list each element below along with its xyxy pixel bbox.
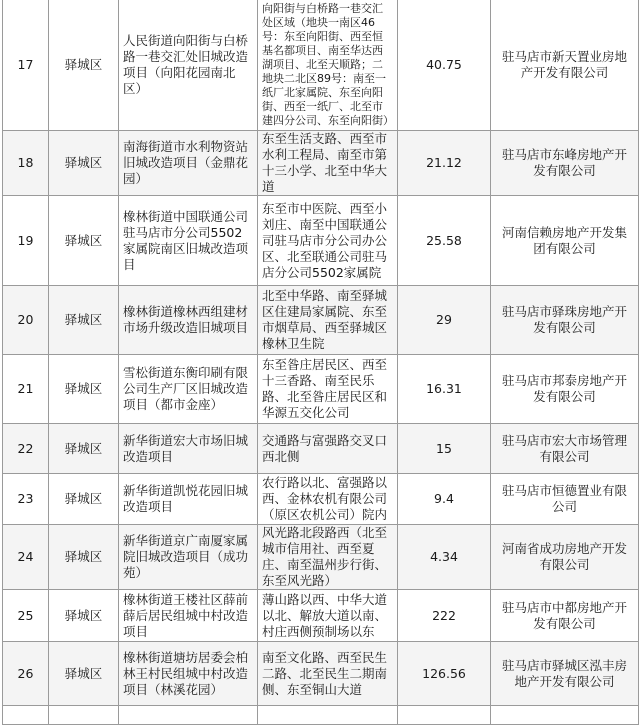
table-row [3, 642, 639, 706]
project-amount: 4.34 [398, 525, 491, 590]
empty-cell [491, 706, 639, 725]
project-amount: 9.4 [398, 474, 491, 525]
developer: 驻马店市恒德置业有限公司 [491, 474, 639, 525]
project-amount: 222 [398, 590, 491, 642]
developer: 驻马店市新天置业房地产开发有限公司 [491, 0, 639, 131]
table-row [3, 0, 639, 131]
row-number: 22 [3, 424, 49, 474]
project-name: 新华街道京广南厦家属院旧城改造项目（成功苑） [119, 525, 258, 590]
project-scope: 东至昝庄居民区、西至十三香路、南至民乐路、北至昝庄居民区和华源五交化公司 [258, 355, 398, 424]
table-row [3, 590, 639, 642]
project-scope: 农行路以北、富强路以西、金林农机有限公司（原区农机公司）院内 [258, 474, 398, 525]
project-amount: 21.12 [398, 131, 491, 196]
table-row [3, 196, 639, 286]
district: 驿城区 [49, 196, 119, 286]
project-name: 橡林街道塘坊居委会柏林王村民组城中村改造项目（林溪花园） [119, 642, 258, 706]
row-number: 25 [3, 590, 49, 642]
empty-cell [49, 706, 119, 725]
empty-cell [398, 706, 491, 725]
developer: 驻马店市东峰房地产开发有限公司 [491, 131, 639, 196]
project-scope: 东至生活支路、西至市水利工程局、南至市第十三小学、北至中华大道 [258, 131, 398, 196]
table-row [3, 131, 639, 196]
row-number: 19 [3, 196, 49, 286]
project-amount: 29 [398, 286, 491, 355]
district: 驿城区 [49, 590, 119, 642]
project-name: 新华街道凯悦花园旧城改造项目 [119, 474, 258, 525]
developer: 河南信赖房地产开发集团有限公司 [491, 196, 639, 286]
project-name: 橡林街道橡林西组建材市场升级改造旧城项目 [119, 286, 258, 355]
project-amount: 15 [398, 424, 491, 474]
project-table [2, 0, 639, 725]
project-amount: 126.56 [398, 642, 491, 706]
developer: 河南省成功房地产开发有限公司 [491, 525, 639, 590]
project-scope: 薄山路以西、中华大道以北、解放大道以南、村庄西侧预制场以东 [258, 590, 398, 642]
project-amount: 25.58 [398, 196, 491, 286]
project-name: 新华街道宏大市场旧城改造项目 [119, 424, 258, 474]
project-scope: 交通路与富强路交叉口西北侧 [258, 424, 398, 474]
district: 驿城区 [49, 0, 119, 131]
row-number: 24 [3, 525, 49, 590]
project-name: 人民街道向阳街与白桥路一巷交汇处旧城改造项目（向阳花园南北区） [119, 0, 258, 131]
table-row [3, 355, 639, 424]
district: 驿城区 [49, 525, 119, 590]
developer: 驻马店市驿城区泓丰房地产开发有限公司 [491, 642, 639, 706]
empty-cell [3, 706, 49, 725]
table-row [3, 424, 639, 474]
district: 驿城区 [49, 474, 119, 525]
project-name: 橡林街道中国联通公司驻马店市分公司5502家属院南区旧城改造项目 [119, 196, 258, 286]
project-scope: 南至文化路、西至民生二路、北至民生二期南侧、东至铜山大道 [258, 642, 398, 706]
row-number: 17 [3, 0, 49, 131]
project-scope: 北至中华路、南至驿城区住建局家属院、东至市烟草局、西至驿城区橡林卫生院 [258, 286, 398, 355]
developer: 驻马店市邦泰房地产开发有限公司 [491, 355, 639, 424]
table-row [3, 525, 639, 590]
developer: 驻马店市驿珠房地产开发有限公司 [491, 286, 639, 355]
district: 驿城区 [49, 286, 119, 355]
project-name: 雪松街道东衡印刷有限公司生产厂区旧城改造项目（都市金座） [119, 355, 258, 424]
project-scope: 向阳街与白桥路一巷交汇处区域（地块一南区46号：东至向阳街、西至恒基名都项目、南至华达西湖项目、北至天顺路；二地块二北区89号：南至一纸厂北家属院、东至向阳街、西至一纸厂、北至市建四分公司、东至向阳街） [258, 0, 398, 131]
row-number: 20 [3, 286, 49, 355]
project-amount: 40.75 [398, 0, 491, 131]
table-row [3, 286, 639, 355]
district: 驿城区 [49, 642, 119, 706]
project-name: 橡林街道王楼社区薛前薛后居民组城中村改造项目 [119, 590, 258, 642]
developer: 驻马店市宏大市场管理有限公司 [491, 424, 639, 474]
row-number: 26 [3, 642, 49, 706]
empty-cell [258, 706, 398, 725]
district: 驿城区 [49, 355, 119, 424]
row-number: 23 [3, 474, 49, 525]
project-name: 南海街道市水利物资站旧城改造项目（金鼎花园） [119, 131, 258, 196]
district: 驿城区 [49, 131, 119, 196]
table-row-cut-off [3, 706, 639, 725]
developer: 驻马店市中都房地产开发有限公司 [491, 590, 639, 642]
empty-cell [119, 706, 258, 725]
row-number: 21 [3, 355, 49, 424]
project-scope: 东至市中医院、西至小刘庄、南至中国联通公司驻马店市分公司办公区、北至联通公司驻马店分公司5502家属院 [258, 196, 398, 286]
project-scope: 风光路北段路西（北至城市信用社、西至夏庄、南至温州步行街、东至风光路） [258, 525, 398, 590]
district: 驿城区 [49, 424, 119, 474]
table-row [3, 474, 639, 525]
row-number: 18 [3, 131, 49, 196]
project-amount: 16.31 [398, 355, 491, 424]
